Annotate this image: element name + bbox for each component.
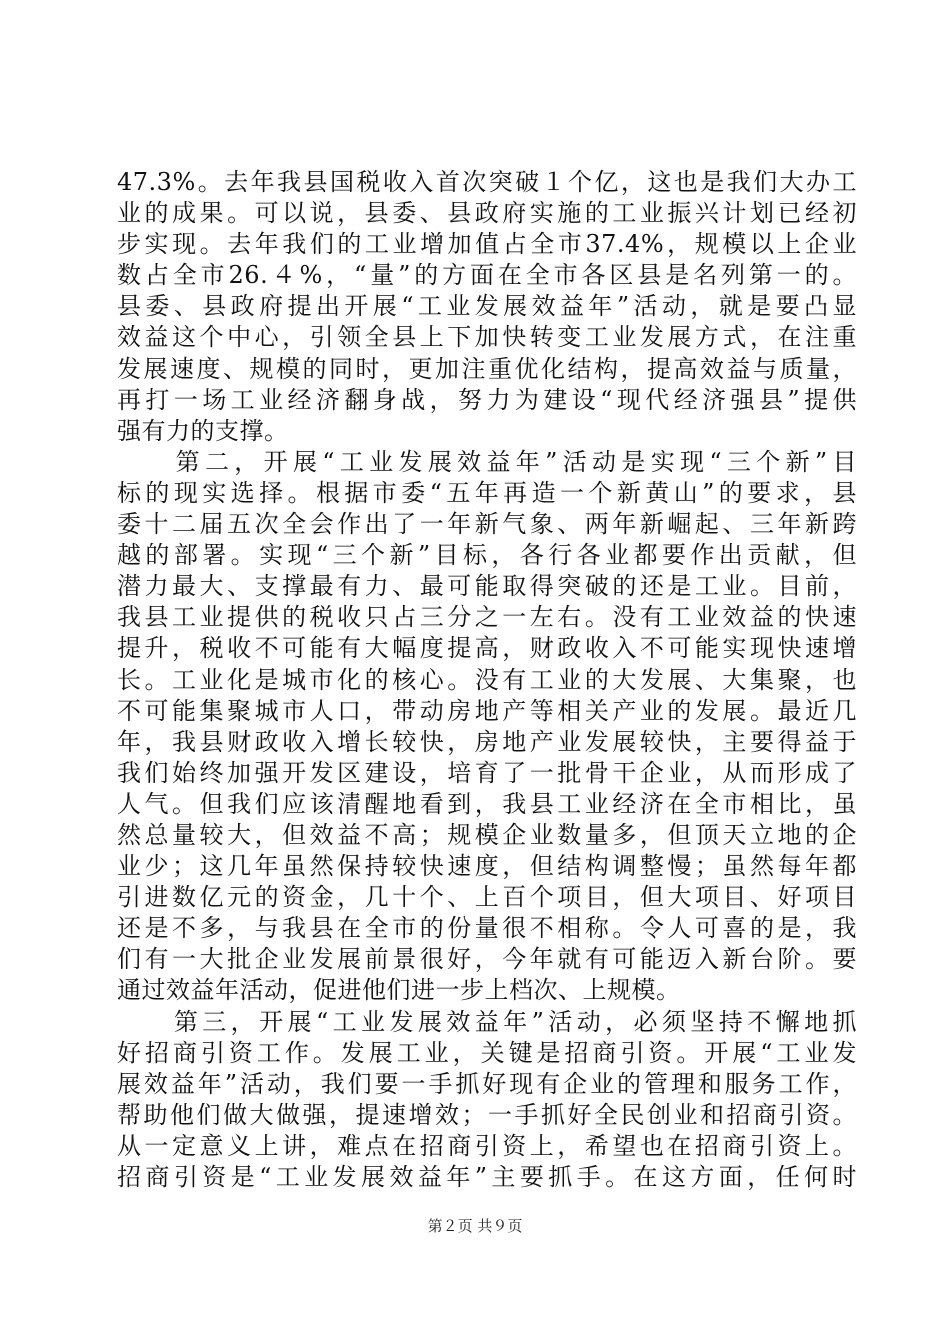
text-line: 再打一场工业经济翻身战，努力为建设“现代经济强县”提供 (117, 385, 857, 414)
text-line: 长。工业化是城市化的核心。没有工业的大发展、大集聚，也 (117, 665, 857, 694)
text-line: 发展速度、规模的同时，更加注重优化结构，提高效益与质量， (117, 354, 857, 383)
text-line: 业少；这几年虽然保持较快速度，但结构调整慢；虽然每年都 (117, 852, 857, 881)
text-line: 们有一大批企业发展前景很好，今年就有可能迈入新台阶。要 (117, 945, 857, 974)
text-line: 我县工业提供的税收只占三分之一左右。没有工业效益的快速 (117, 603, 857, 632)
text-line: 然总量较大，但效益不高；规模企业数量多，但顶天立地的企 (117, 820, 857, 849)
text-line: 通过效益年活动，促进他们进一步上档次、上规模。 (117, 976, 681, 1005)
text-line: 招商引资是“工业发展效益年”主要抓手。在这方面，任何时 (117, 1163, 857, 1191)
text-line: 不可能集聚城市人口，带动房地产等相关产业的发展。最近几 (117, 696, 857, 725)
text-line: 引进数亿元的资金，几十个、上百个项目，但大项目、好项目 (117, 883, 857, 912)
text-line: 委十二届五次全会作出了一年新气象、两年新崛起、三年新跨 (117, 510, 857, 539)
text-line: 人气。但我们应该清醒地看到，我县工业经济在全市相比，虽 (117, 789, 857, 818)
text-line: 还是不多，与我县在全市的份量很不相称。令人可喜的是，我 (117, 914, 857, 943)
text-line: 帮助他们做大做强，提速增效；一手抓好全民创业和招商引资。 (117, 1100, 857, 1129)
text-line: 第二，开展“工业发展效益年”活动是实现“三个新”目 (117, 447, 857, 476)
text-line: 县委、县政府提出开展“工业发展效益年”活动，就是要凸显 (117, 292, 857, 321)
text-line: 第三，开展“工业发展效益年”活动，必须坚持不懈地抓 (117, 1007, 857, 1036)
text-line: 步实现。去年我们的工业增加值占全市37.4%，规模以上企业 (117, 230, 857, 259)
text-line: 我们始终加强开发区建设，培育了一批骨干企业，从而形成了 (117, 758, 857, 787)
text-line: 展效益年”活动，我们要一手抓好现有企业的管理和服务工作， (117, 1069, 857, 1098)
text-line: 标的现实选择。根据市委“五年再造一个新黄山”的要求，县 (117, 478, 857, 507)
text-line: 好招商引资工作。发展工业，关键是招商引资。开展“工业发 (117, 1038, 857, 1067)
text-line: 从一定意义上讲，难点在招商引资上，希望也在招商引资上。 (117, 1131, 857, 1160)
text-line: 效益这个中心，引领全县上下加快转变工业发展方式，在注重 (117, 323, 857, 352)
text-line: 业的成果。可以说，县委、县政府实施的工业振兴计划已经初 (117, 199, 857, 228)
text-line: 年，我县财政收入增长较快，房地产业发展较快，主要得益于 (117, 727, 857, 756)
text-line: 越的部署。实现“三个新”目标，各行各业都要作出贡献，但 (117, 541, 857, 570)
page-footer: 第２页 共９页 (427, 1217, 523, 1235)
text-line: 数占全市26.４%，“量”的方面在全市各区县是名列第一的。 (117, 261, 857, 290)
text-line: 潜力最大、支撑最有力、最可能取得突破的还是工业。目前， (117, 572, 857, 601)
text-line: 47.3%。去年我县国税收入首次突破１个亿，这也是我们大办工 (117, 168, 857, 196)
text-line: 强有力的支撑。 (117, 416, 289, 445)
body-text (117, 167, 857, 1193)
text-line: 提升，税收不可能有大幅度提高，财政收入不可能实现快速增 (117, 634, 857, 663)
